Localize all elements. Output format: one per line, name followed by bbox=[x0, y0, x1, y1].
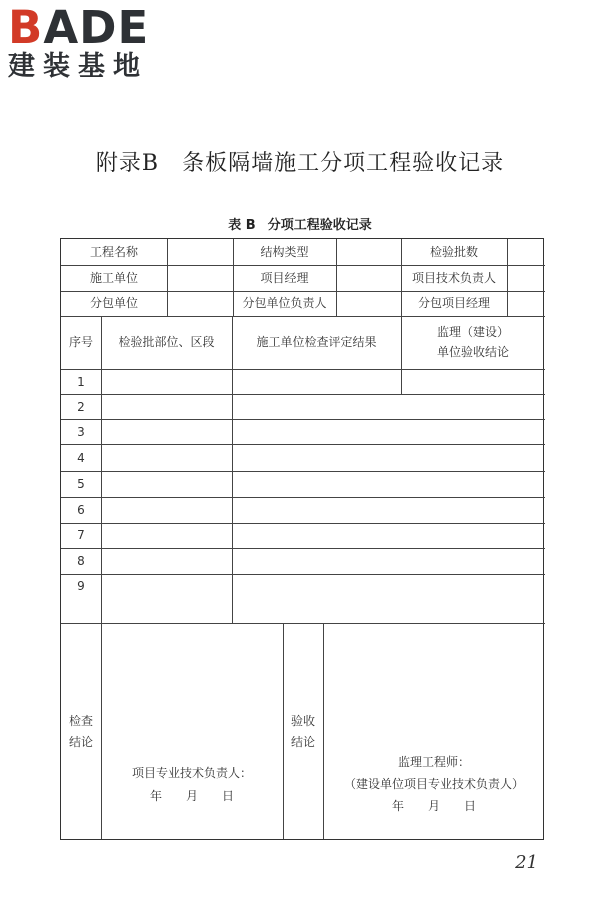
accept-date-label: 年 月 日 bbox=[391, 799, 476, 813]
check-conclusion-label-line1: 检查 bbox=[68, 714, 93, 728]
table-rule bbox=[167, 239, 168, 316]
table-rule bbox=[232, 316, 233, 623]
supervisor-column-header-line2: 单位验收结论 bbox=[436, 345, 509, 359]
supervisor-column-header-line1: 监理（建设） bbox=[436, 325, 509, 339]
table-rule bbox=[61, 523, 545, 524]
accept-signer-sub-label: （建设单位项目专业技术负责人） bbox=[343, 777, 524, 791]
construction-unit-label: 施工单位 bbox=[89, 271, 138, 285]
row-number: 4 bbox=[77, 451, 85, 465]
row-number: 9 bbox=[77, 579, 85, 593]
table-caption bbox=[0, 214, 600, 233]
table-rule bbox=[101, 623, 102, 839]
table-caption-tag: 表 B bbox=[228, 218, 256, 233]
row-number: 7 bbox=[77, 528, 85, 542]
table-rule bbox=[61, 444, 545, 445]
table-rule bbox=[283, 623, 284, 839]
inspection-lot-count-label: 检验批数 bbox=[429, 245, 478, 259]
table-rule bbox=[61, 574, 545, 575]
page-number: 21 bbox=[515, 852, 538, 873]
structure-type-label: 结构类型 bbox=[260, 245, 309, 259]
row-number: 3 bbox=[77, 425, 85, 439]
table-rule bbox=[61, 265, 545, 266]
check-date-label: 年 月 日 bbox=[149, 789, 234, 803]
table-rule bbox=[61, 623, 545, 624]
check-signer-label: 项目专业技术负责人： bbox=[131, 766, 252, 780]
technical-lead-label: 项目技术负责人 bbox=[411, 271, 496, 285]
table-rule bbox=[101, 316, 102, 623]
table-rule bbox=[61, 394, 545, 395]
row-number: 2 bbox=[77, 400, 85, 414]
subcontractor-lead-label: 分包单位负责人 bbox=[242, 296, 327, 310]
subcontract-manager-label: 分包项目经理 bbox=[417, 296, 490, 310]
table-rule bbox=[61, 471, 545, 472]
project-name-label: 工程名称 bbox=[89, 245, 138, 259]
logo-accent-letter: B bbox=[8, 1, 44, 54]
check-conclusion-label-line2: 结论 bbox=[68, 735, 93, 749]
seq-column-header: 序号 bbox=[68, 335, 93, 349]
table-rule bbox=[61, 497, 545, 498]
table-rule bbox=[61, 369, 545, 370]
accept-conclusion-label-line2: 结论 bbox=[290, 735, 315, 749]
table-rule bbox=[507, 239, 508, 316]
row-number: 6 bbox=[77, 503, 85, 517]
brand-logo bbox=[8, 1, 150, 82]
table-rule bbox=[336, 239, 337, 316]
table-rule bbox=[61, 291, 545, 292]
logo-wordmark bbox=[8, 1, 150, 54]
table-caption-title: 分项工程验收记录 bbox=[267, 218, 372, 233]
logo-rest-letters: ADE bbox=[43, 1, 150, 54]
subcontractor-label: 分包单位 bbox=[89, 296, 138, 310]
table-rule bbox=[61, 316, 545, 317]
table-rule bbox=[61, 419, 545, 420]
acceptance-record-table bbox=[60, 238, 544, 840]
accept-signer-label: 监理工程师： bbox=[397, 755, 470, 769]
project-manager-label: 项目经理 bbox=[260, 271, 309, 285]
logo-subtitle: 建装基地 bbox=[8, 51, 148, 82]
row-number: 8 bbox=[77, 554, 85, 568]
row-number: 1 bbox=[77, 375, 85, 389]
result-column-header: 施工单位检查评定结果 bbox=[256, 335, 377, 349]
appendix-title: 附录B 条板隔墙施工分项工程验收记录 bbox=[95, 151, 505, 176]
table-rule bbox=[61, 548, 545, 549]
location-column-header: 检验批部位、区段 bbox=[118, 335, 215, 349]
row-number: 5 bbox=[77, 477, 85, 491]
accept-conclusion-label-line1: 验收 bbox=[290, 714, 315, 728]
